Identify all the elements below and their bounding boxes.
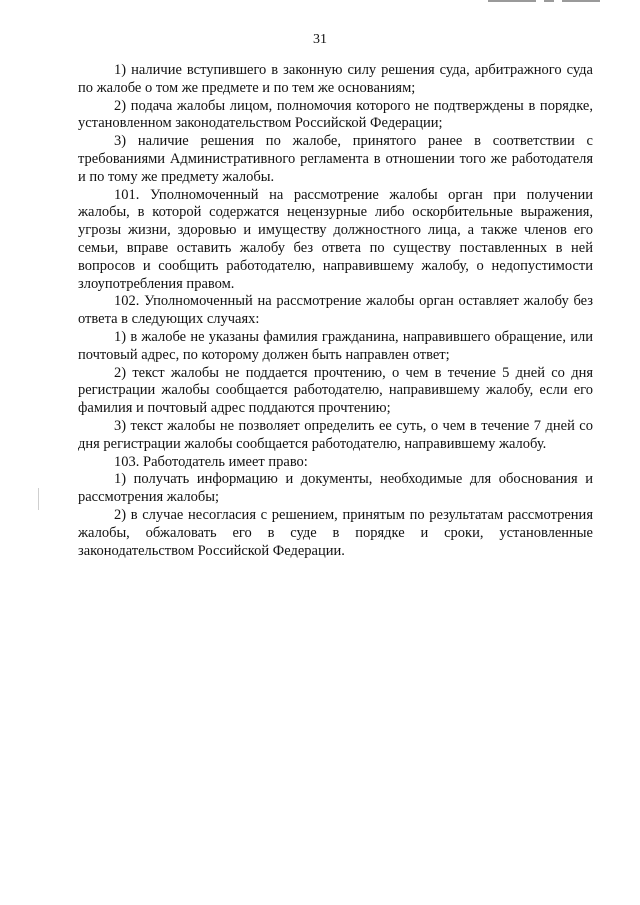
paragraph-clause-102: 102. Уполномоченный на рассмотрение жалобы орган оставляет жалобу без ответа в следующих случаях:: [78, 293, 593, 328]
paragraph-clause-103: 103. Работодатель имеет право:: [114, 453, 308, 470]
page-number: 31: [313, 32, 327, 47]
paragraph-denial-reason-2: 2) подача жалобы лицом, полномочия которого не подтверждены в порядке, установленном законодательством Российской Федерации;: [78, 97, 593, 132]
scan-edge-mark-segment: [544, 0, 554, 2]
paragraph-denial-reason-3: 3) наличие решения по жалобе, принятого ранее в соответствии с требованиями Административного регламента в отношении того же работодателя и по тому же предмету жалобы.: [78, 133, 593, 185]
paragraph-no-answer-case-3: 3) текст жалобы не позволяет определить ее суть, о чем в течение 7 дней со дня регистрации жалобы сообщается работодателю, направившему жалобу.: [78, 417, 593, 452]
scan-edge-mark-segment: [562, 0, 600, 2]
scan-edge-mark-segment: [488, 0, 536, 2]
paragraph-denial-reason-1: 1) наличие вступившего в законную силу решения суда, арбитражного суда по жалобе о том же предмете и по тем же основаниям;: [78, 62, 593, 96]
paragraph-employer-right-1: 1) получать информацию и документы, необходимые для обоснования и рассмотрения жалобы;: [78, 471, 593, 506]
scan-margin-mark: [38, 488, 39, 510]
paragraph-clause-101: 101. Уполномоченный на рассмотрение жалобы орган при получении жалобы, в которой содержатся нецензурные либо оскорбительные выражения, угрозы жизни, здоровью и имуществу должностного лица, а также членов его семьи, вправе оставить жалобу без ответа по существу поставленных в ней вопросов и сообщить работодателю, направившему жалобу, о недопустимости злоупотребления правом.: [78, 186, 593, 292]
document-body: [78, 62, 593, 560]
paragraph-no-answer-case-1: 1) в жалобе не указаны фамилия гражданина, направившего обращение, или почтовый адрес, по которому должен быть направлен ответ;: [78, 328, 593, 363]
paragraph-no-answer-case-2: 2) текст жалобы не поддается прочтению, о чем в течение 5 дней со дня регистрации жалобы сообщается работодателю, направившему жалобу, если его фамилия и почтовый адрес поддаются прочтению;: [78, 364, 593, 417]
scan-edge-mark: [488, 0, 608, 3]
paragraph-employer-right-2: 2) в случае несогласия с решением, принятым по результатам рассмотрения жалобы, обжаловать его в суде в порядке и сроки, установленные законодательством Российской Федерации.: [78, 506, 593, 559]
